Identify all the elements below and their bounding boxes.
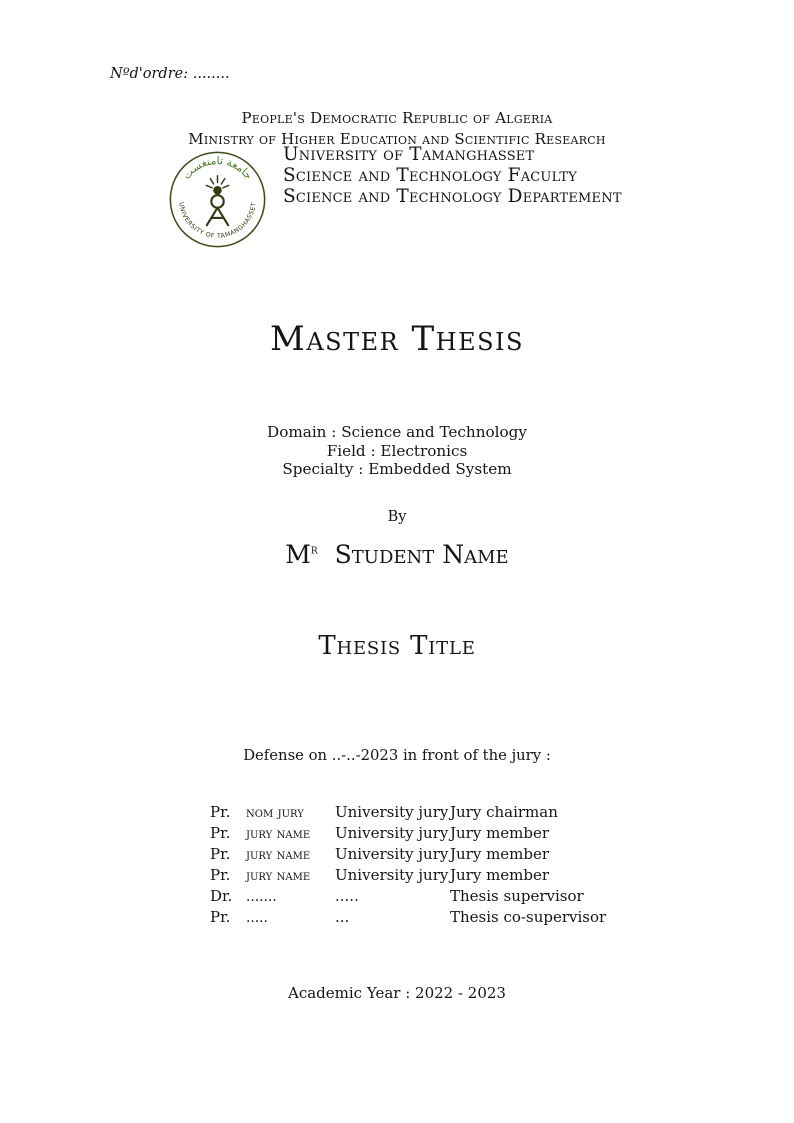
defense-line: Defense on ..-..-2023 in front of the jury :: [243, 747, 551, 764]
jury-name-cell: nom jury: [246, 804, 304, 821]
by-label: By: [387, 509, 407, 525]
jury-name-cell: jury name: [246, 846, 311, 863]
jury-university-cell: University jury: [335, 844, 449, 863]
author-title-superscript: r: [310, 542, 318, 558]
thesis-title: Thesis Title: [318, 631, 476, 661]
jury-title-cell: Pr.: [210, 907, 231, 926]
header-ministry: Ministry of Higher Education and Scientific Research: [188, 130, 606, 148]
jury-name-cell: .....: [246, 909, 268, 926]
jury-name-cell: jury name: [246, 867, 311, 884]
header-republic: People's Democratic Republic of Algeria: [241, 109, 553, 127]
jury-row: [210, 801, 606, 822]
jury-role-cell: Thesis co-supervisor: [450, 907, 607, 926]
program-block: [0, 423, 794, 479]
jury-university-cell: University jury: [335, 865, 449, 884]
jury-row: [210, 864, 606, 885]
institution-block: [283, 145, 622, 207]
jury-name-cell: .......: [246, 888, 277, 905]
seal-latin-text: UNIVERSITY OF TAMANGHASSET: [177, 201, 258, 240]
jury-role-cell: Jury chairman: [450, 802, 558, 821]
author-fullname: Student Name: [334, 540, 509, 569]
jury-role-cell: Jury member: [450, 865, 550, 884]
academic-year: Academic Year : 2022 - 2023: [288, 984, 506, 1002]
program-domain: Domain : Science and Technology: [267, 423, 527, 441]
jury-row: [210, 822, 606, 843]
order-number: Nºd'ordre: ........: [110, 66, 230, 82]
jury-university-cell: University jury: [335, 823, 449, 842]
jury-name-cell: jury name: [246, 825, 311, 842]
jury-title-cell: Pr.: [210, 844, 231, 863]
jury-role-cell: Thesis supervisor: [450, 886, 584, 905]
jury-title-cell: Dr.: [210, 886, 233, 905]
seal-arabic-text: جامعة تامنغست: [180, 154, 256, 182]
jury-university-cell: University jury: [335, 802, 449, 821]
jury-role-cell: Jury member: [450, 844, 550, 863]
jury-title-cell: Pr.: [210, 802, 231, 821]
jury-table: [210, 801, 606, 927]
jury-row: [210, 885, 606, 906]
program-field: Field : Electronics: [326, 441, 468, 460]
jury-row: [210, 843, 606, 864]
jury-university-cell: .....: [335, 886, 359, 905]
jury-title-cell: Pr.: [210, 865, 231, 884]
jury-role-cell: Jury member: [450, 823, 550, 842]
university-seal-logo: [169, 151, 266, 248]
jury-university-cell: ...: [335, 907, 350, 926]
program-specialty: Specialty : Embedded System: [282, 460, 512, 479]
header-department: Science and Technology Departement: [283, 185, 622, 207]
jury-row: [210, 906, 606, 927]
page-title: Master Thesis: [270, 319, 524, 359]
header-faculty: Science and Technology Faculty: [283, 164, 578, 186]
jury-title-cell: Pr.: [210, 823, 231, 842]
author-title: M: [285, 540, 311, 569]
header-university: University of Tamanghasset: [283, 144, 535, 165]
author-line: [0, 540, 794, 569]
